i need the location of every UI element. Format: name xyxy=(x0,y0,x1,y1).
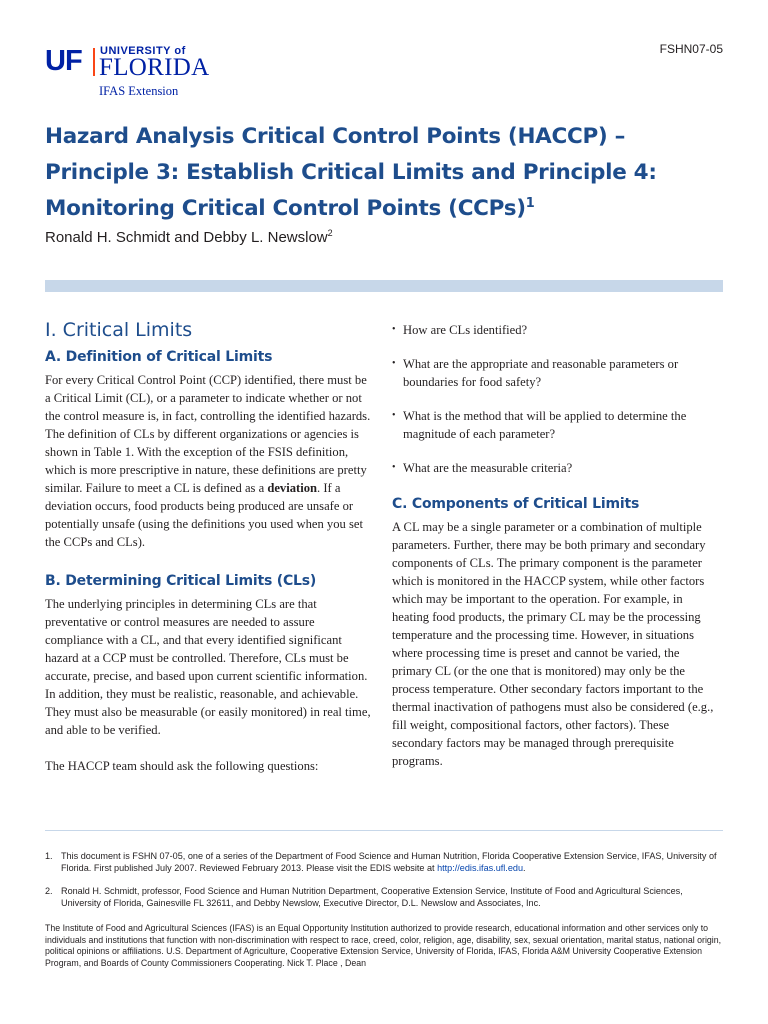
definition-text-1: For every Critical Control Point (CCP) identified, there must be a Critical Limit (CL), or a parameter to indicate whether or not the control measure is, in fact, controlling the identified hazards. The definition of CLs by different organizations or agencies is shown in Table 1. With the exception of the FSIS definition, which is more prescriptive in nature, these definitions are pretty similar. Failure to meet a CL is defined as a xyxy=(45,373,371,495)
footnote-1 xyxy=(45,850,723,874)
footnotes xyxy=(45,850,723,969)
logo-ifas-extension: IFAS Extension xyxy=(99,84,179,98)
list-item: • How are CLs identified? xyxy=(392,321,719,339)
definition-text-2: . If a deviation occurs, food products being produced are unsafe or potentially unsafe (using the definitions you used when you set the CCPs and CLs). xyxy=(45,481,363,549)
title-text: Hazard Analysis Critical Control Points (HACCP) – Principle 3: Establish Critical Limits and Principle 4: Monitoring Critical Control Points (CCPs) xyxy=(45,124,657,221)
document-title xyxy=(45,119,735,227)
section-heading-critical-limits: I. Critical Limits xyxy=(45,319,193,341)
logo-divider xyxy=(93,48,95,76)
uf-monogram: UF xyxy=(45,45,82,77)
authors-text: Ronald H. Schmidt and Debby L. Newslow xyxy=(45,229,328,246)
components-paragraph: A CL may be a single parameter or a combination of multiple parameters. Further, there may be both primary and secondary components of CLs. The primary component is the parameter which is monitored in the HACCP system, while other factors which may be important to the operation. For example, in heating food products, the primary CL may be the processing temperature and the processing time. However, in situations where processing time is preset and cannot be varied, the primary CL (or the one that is monitored) may only be the process temperature. Other secondary factors important to the thermal inactivation of pathogens must also be considered (e.g., fill weight, compositional factors, other factors). These secondary factors may be managed through prerequisite programs. xyxy=(392,520,714,768)
list-item: • What are the appropriate and reasonable parameters or boundaries for food safety? xyxy=(392,355,719,391)
authors-footnote-mark: 2 xyxy=(327,228,333,238)
footnote-2 xyxy=(45,885,723,909)
footnote-number: 2. xyxy=(45,886,53,896)
right-column xyxy=(392,321,719,770)
logo-florida: FLORIDA xyxy=(99,54,210,81)
deviation-term: deviation xyxy=(267,481,318,495)
authors-line xyxy=(45,229,333,246)
footnote-end: . xyxy=(523,863,526,873)
ifas-equal-opportunity-statement: The Institute of Food and Agricultural Sciences (IFAS) is an Equal Opportunity Institution authorized to provide research, educational information and other services only to individuals and institutions that function with non-discrimination with respect to race, creed, color, religion, age, disability, sex, sexual orientation, marital status, national origin, political opinions or affiliations. U.S. Department of Agriculture, Cooperative Extension Service, University of Florida, IFAS, Florida A&M University Cooperative Extension Program, and Boards of County Commissioners Cooperating. Nick T. Place , Dean xyxy=(45,923,722,968)
title-divider-band xyxy=(45,280,723,292)
subheading-components: C. Components of Critical Limits xyxy=(392,496,640,512)
document-id: FSHN07-05 xyxy=(659,42,723,56)
subheading-definition: A. Definition of Critical Limits xyxy=(45,349,273,365)
footnote-text: This document is FSHN 07-05, one of a series of the Department of Food Science and Human Nutrition, Florida Cooperative Extension Service, IFAS, University of Florida. First published July 2007. Reviewed February 2013. Please visit the EDIS website at xyxy=(61,851,717,873)
definition-paragraph xyxy=(45,371,372,551)
footnote-text: Ronald H. Schmidt, professor, Food Science and Human Nutrition Department, Cooperative Extension Service, Institute of Food and Agricultural Sciences, University of Florida, Gainesville FL 32611, and Debby Newslow, Executive Director, D.L. Newslow and Associates, Inc. xyxy=(61,886,683,908)
subheading-determining: B. Determining Critical Limits (CLs) xyxy=(45,573,317,589)
list-item: • What are the measurable criteria? xyxy=(392,459,719,477)
determining-paragraph: The underlying principles in determining CLs are that preventative or control measures are needed to assure compliance with a CL, and that every identified significant hazard at a CCP must be controlled. Therefore, CLs must be accurate, precise, and based upon current scientific information. In addition, they must be realistic, reasonable, and achievable. They must also be measurable (or easily monitored) in real time, and able to be verified. xyxy=(45,597,371,737)
logo-university-of: UNIVERSITY of xyxy=(100,45,186,57)
title-footnote-mark: 1 xyxy=(525,195,535,211)
footnote-divider xyxy=(45,830,723,831)
questions-list xyxy=(392,321,719,477)
list-item: • What is the method that will be applied to determine the magnitude of each parameter? xyxy=(392,407,719,443)
questions-intro: The HACCP team should ask the following questions: xyxy=(45,759,319,773)
footnote-number: 1. xyxy=(45,851,53,861)
uf-ifas-logo xyxy=(45,44,215,100)
left-column xyxy=(45,316,372,775)
edis-website-link[interactable]: http://edis.ifas.ufl.edu xyxy=(437,863,524,873)
